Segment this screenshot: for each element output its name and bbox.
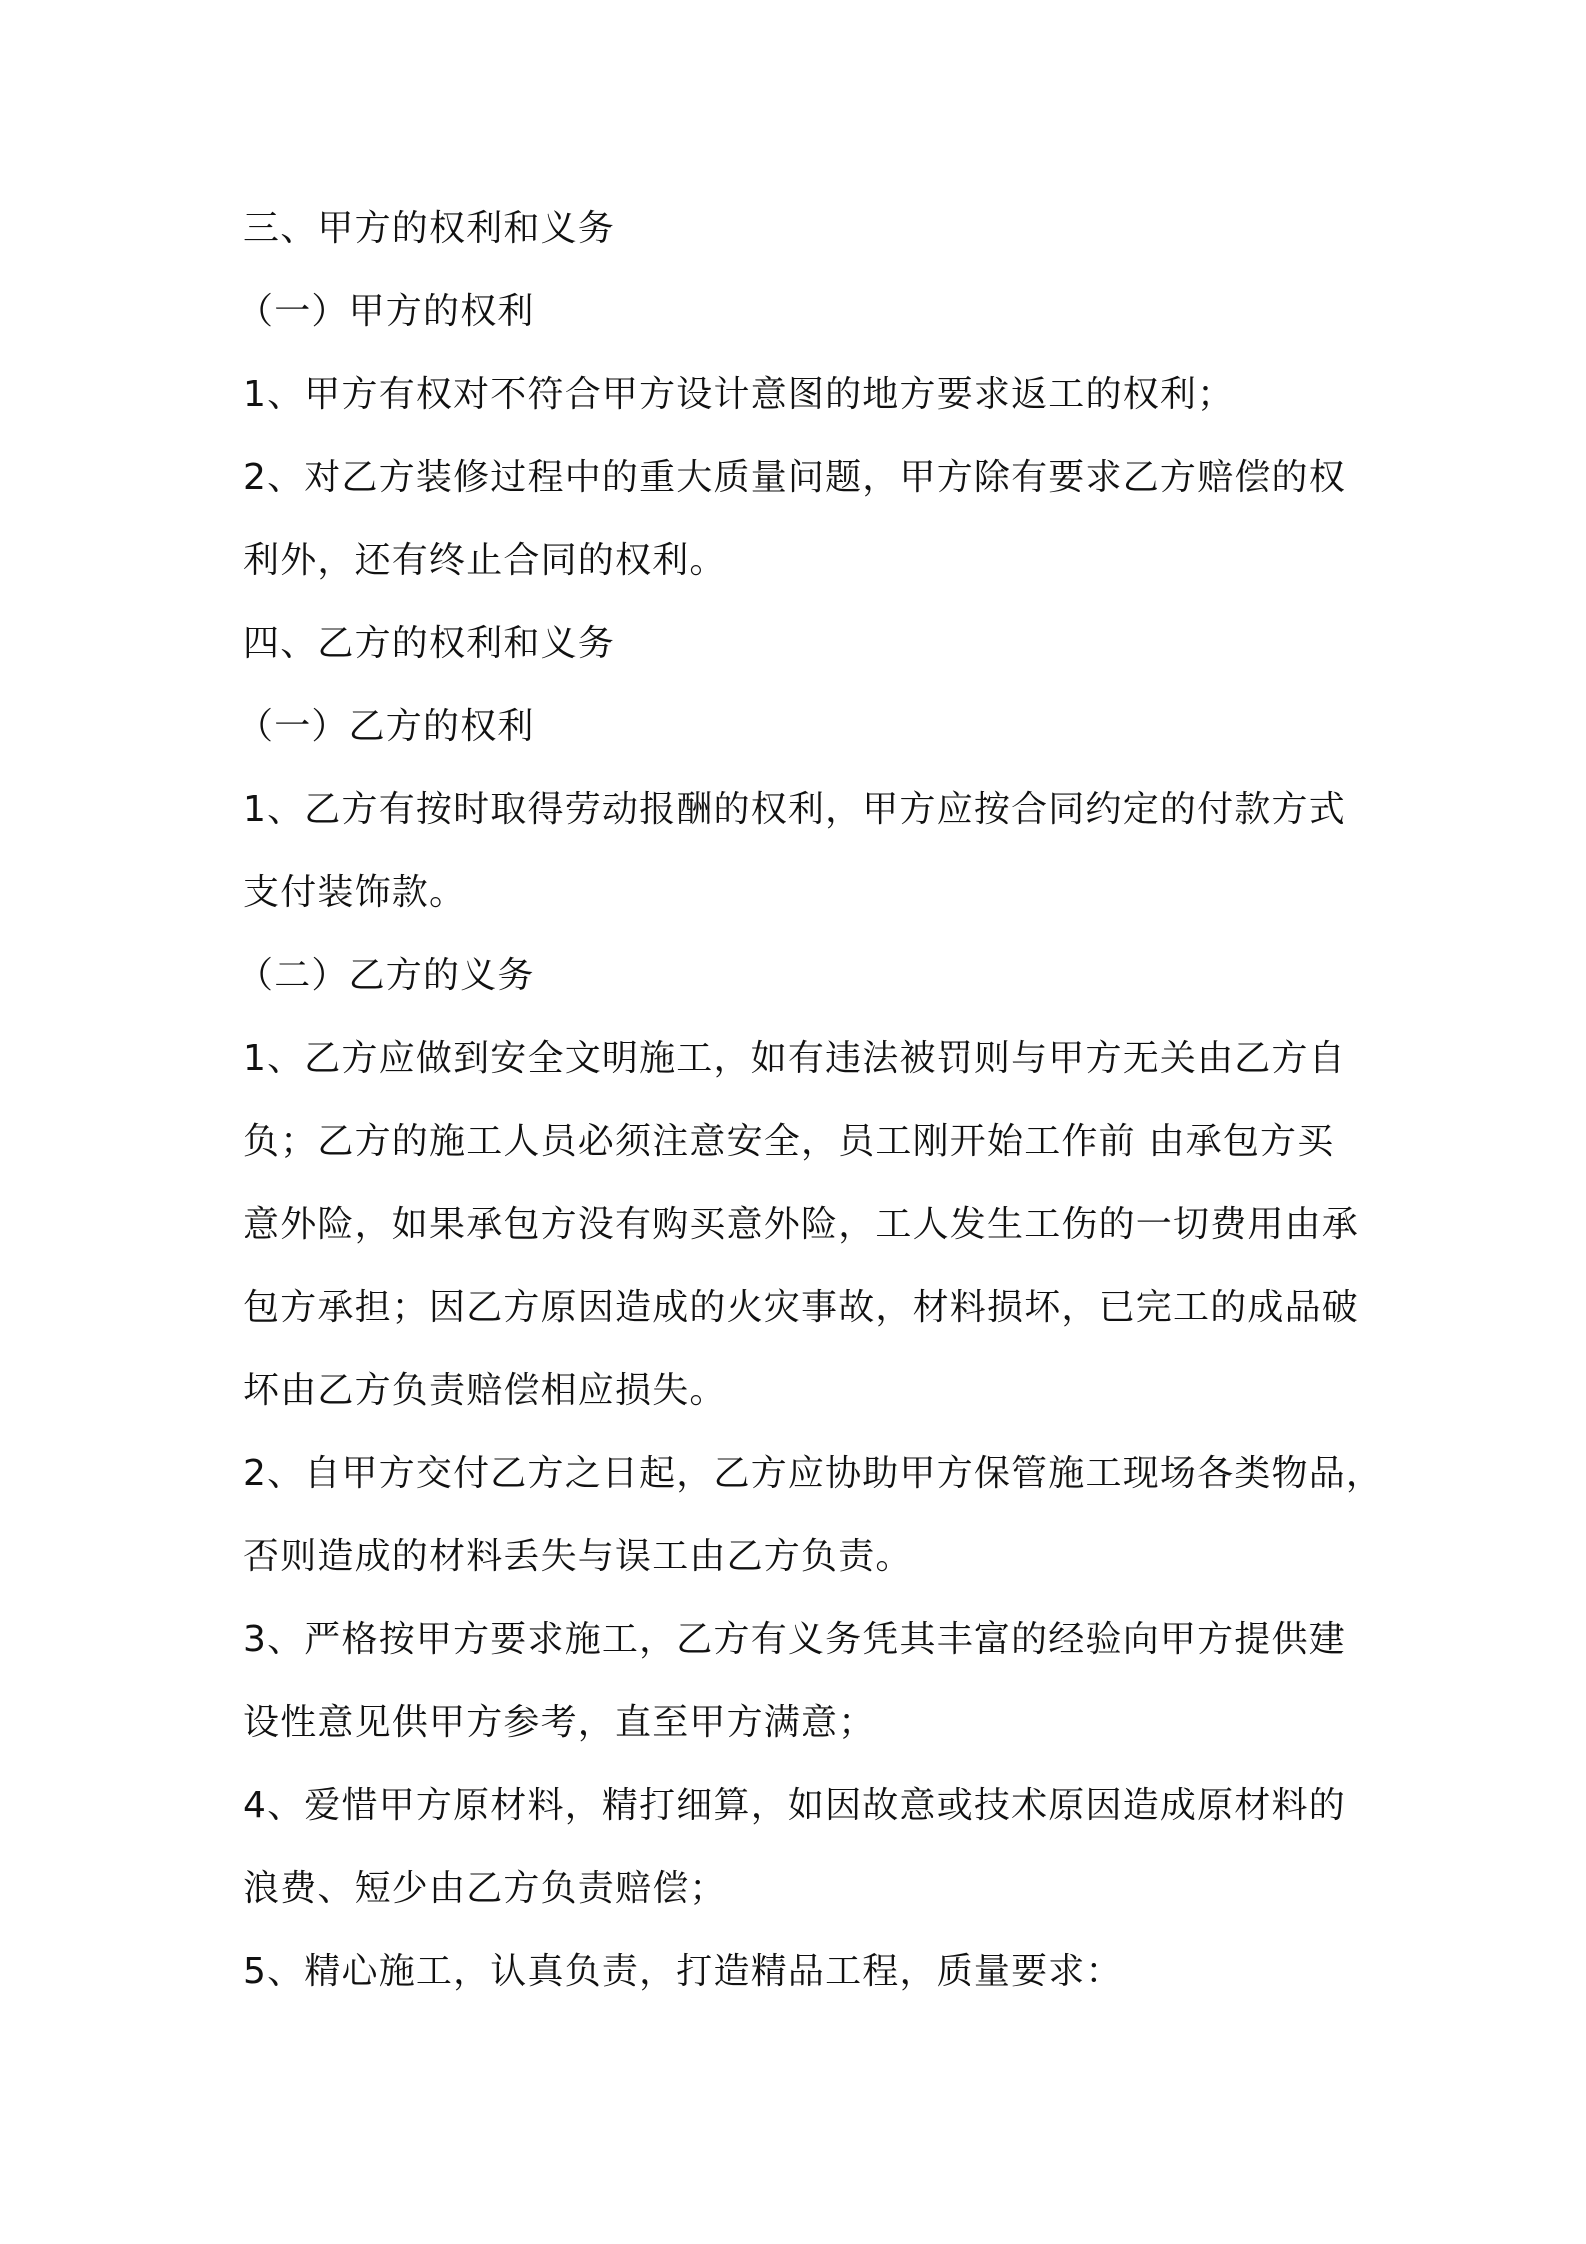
- paragraph-line: 1、甲方有权对不符合甲方设计意图的地方要求返工的权利；: [243, 374, 1235, 415]
- paragraph-line: 2、对乙方装修过程中的重大质量问题，甲方除有要求乙方赔偿的权: [243, 457, 1346, 498]
- section-heading-3: 三、甲方的权利和义务: [243, 208, 616, 249]
- paragraph-line: 意外险，如果承包方没有购买意外险，工人发生工伤的一切费用由承: [243, 1204, 1360, 1245]
- paragraph-line: 包方承担；因乙方原因造成的火灾事故，材料损坏，已完工的成品破: [243, 1287, 1360, 1328]
- paragraph-line: 设性意见供甲方参考，直至甲方满意；: [243, 1702, 876, 1743]
- subsection-heading-party-a-rights: （一）甲方的权利: [237, 291, 535, 332]
- paragraph-line: 1、乙方有按时取得劳动报酬的权利，甲方应按合同约定的付款方式: [243, 789, 1346, 830]
- subsection-heading-party-b-obligations: （二）乙方的义务: [237, 955, 535, 996]
- section-heading-4: 四、乙方的权利和义务: [243, 623, 616, 664]
- paragraph-line: 1、乙方应做到安全文明施工，如有违法被罚则与甲方无关由乙方自: [243, 1038, 1346, 1079]
- paragraph-line: 5、精心施工，认真负责，打造精品工程，质量要求：: [243, 1951, 1123, 1992]
- paragraph-line: 坏由乙方负责赔偿相应损失。: [243, 1370, 727, 1411]
- paragraph-line: 支付装饰款。: [243, 872, 467, 913]
- paragraph-line: 3、严格按甲方要求施工，乙方有义务凭其丰富的经验向甲方提供建: [243, 1619, 1346, 1660]
- paragraph-line: 4、爱惜甲方原材料，精打细算，如因故意或技术原因造成原材料的: [243, 1785, 1346, 1826]
- paragraph-line: 负；乙方的施工人员必须注意安全，员工刚开始工作前 由承包方买: [243, 1121, 1335, 1162]
- paragraph-line: 利外，还有终止合同的权利。: [243, 540, 727, 581]
- subsection-heading-party-b-rights: （一）乙方的权利: [237, 706, 535, 747]
- paragraph-line: 浪费、短少由乙方负责赔偿；: [243, 1868, 727, 1909]
- document-body: [237, 200, 1384, 2026]
- paragraph-line: 2、自甲方交付乙方之日起，乙方应协助甲方保管施工现场各类物品，: [243, 1453, 1384, 1494]
- paragraph-line: 否则造成的材料丢失与误工由乙方负责。: [243, 1536, 913, 1577]
